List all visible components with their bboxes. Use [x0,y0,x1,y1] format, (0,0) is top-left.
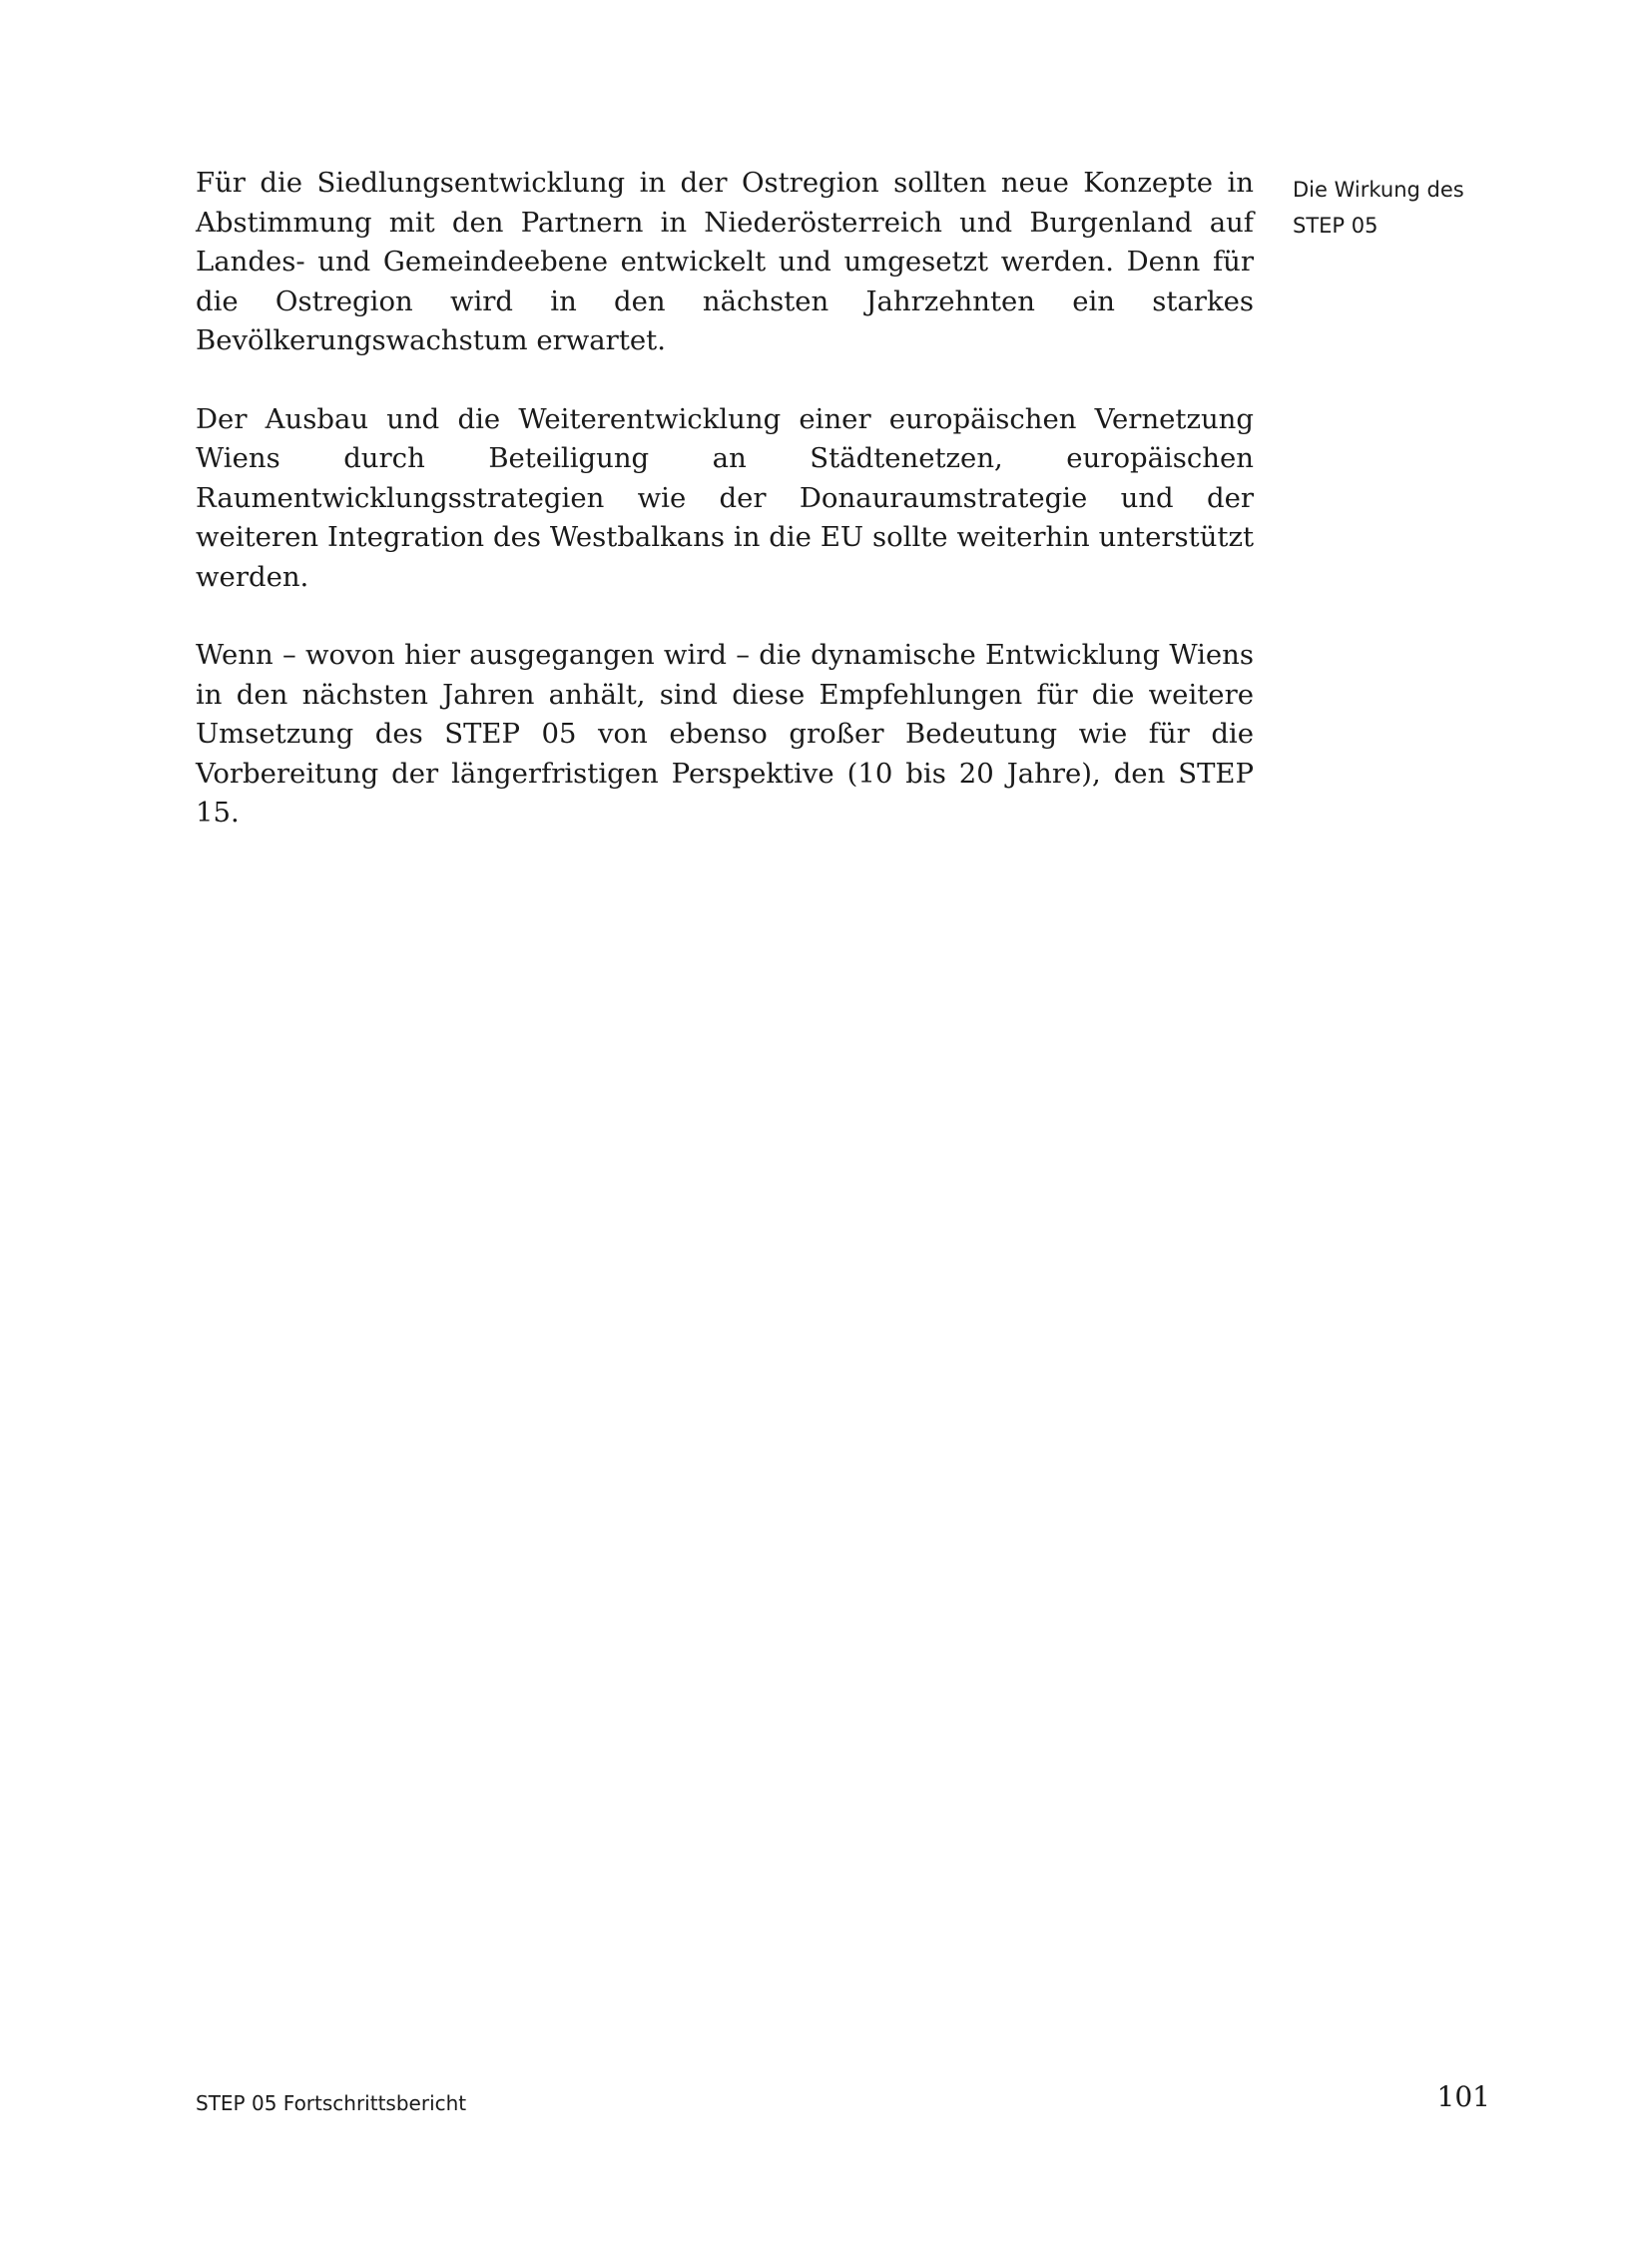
paragraph-siedlungsentwicklung: Für die Siedlungsentwicklung in der Ostregion sollten neue Konzepte in Abstimmung mit den Partnern in Niederösterreich und Burgenland auf Landes- und Gemeindeebene entwickelt und umgesetzt werden. Denn für die Ostregion wird in den nächsten Jahrzehnten ein starkes Bevölkerungswachstum erwartet. [196,167,1254,356]
paragraph-europaeische-vernetzung: Der Ausbau und die Weiterentwicklung einer europäischen Vernetzung Wiens durch Beteiligung an Städtenetzen, europäischen Raumentwicklungsstrategien wie der Donauraumstrategie und der weiteren Integration des Westbalkans in die EU sollte weiterhin unterstützt werden. [196,402,1254,593]
main-text-column [196,164,1254,872]
paragraph-dynamische-entwicklung: Wenn – wovon hier ausgegangen wird – die dynamische Entwicklung Wiens in den nächsten Jahren anhält, sind diese Empfehlungen für die weitere Umsetzung des STEP 05 von ebenso großer Bedeutung wie für die Vorbereitung der längerfristigen Perspektive (10 bis 20 Jahre), den STEP 15. [196,639,1254,829]
margin-note [1293,172,1532,244]
page-number: 101 [1436,2080,1490,2113]
margin-note-line-2: STEP 05 [1293,214,1378,238]
margin-note-line-1: Die Wirkung des [1293,178,1464,202]
footer-document-title: STEP 05 Fortschrittsbericht [196,2091,467,2115]
